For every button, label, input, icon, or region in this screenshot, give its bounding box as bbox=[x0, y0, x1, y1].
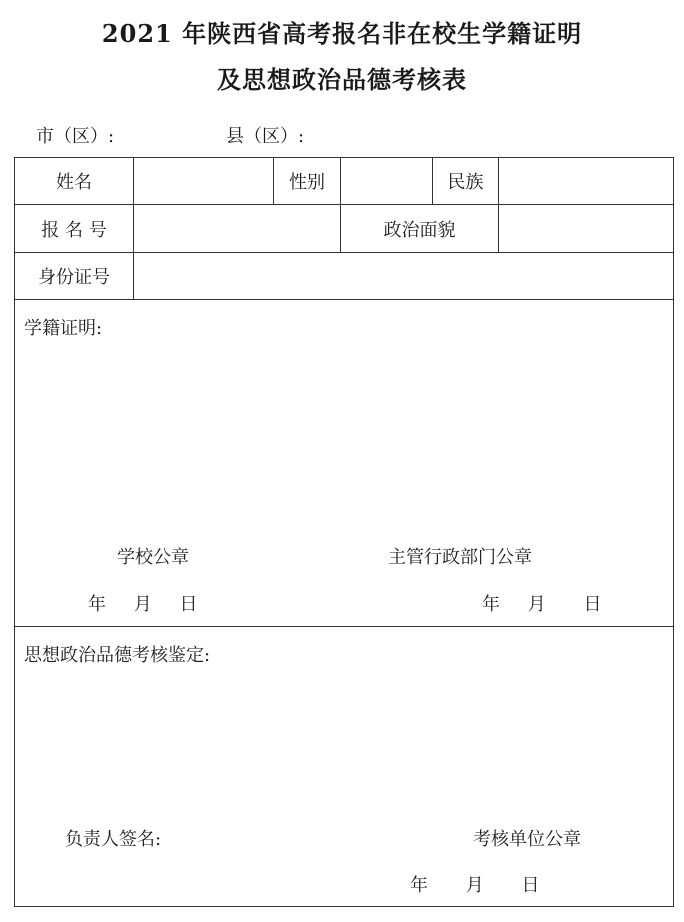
authority-seal-label: 主管行政部门公章 bbox=[388, 547, 532, 568]
date-month: 月 bbox=[527, 594, 546, 615]
assessment-unit-seal-label: 考核单位公章 bbox=[473, 829, 581, 850]
moral-assessment-label: 思想政治品德考核鉴定: bbox=[24, 645, 211, 666]
name-field[interactable] bbox=[134, 158, 273, 204]
political-status-label: 政治面貌 bbox=[383, 219, 456, 241]
id-number-field[interactable] bbox=[134, 253, 673, 299]
date-year: 年 bbox=[482, 594, 500, 615]
registration-number-field[interactable] bbox=[134, 205, 340, 252]
section-divider bbox=[15, 626, 673, 627]
form-table bbox=[14, 157, 674, 907]
date-month: 月 bbox=[133, 594, 152, 615]
id-number-label: 身份证号 bbox=[38, 267, 110, 288]
ethnicity-label: 民族 bbox=[447, 172, 484, 193]
authority-seal-date bbox=[482, 590, 601, 616]
city-district-label: 市（区）: bbox=[36, 126, 115, 147]
date-day: 日 bbox=[179, 594, 198, 615]
political-status-field[interactable] bbox=[499, 205, 673, 252]
date-month: 月 bbox=[465, 875, 484, 896]
gender-label: 性别 bbox=[289, 172, 325, 193]
form-title-line-2: 及思想政治品德考核表 bbox=[217, 65, 467, 94]
name-label: 姓名 bbox=[56, 172, 92, 193]
gender-field[interactable] bbox=[341, 158, 432, 204]
assessment-date bbox=[410, 871, 539, 897]
date-day: 日 bbox=[521, 875, 540, 896]
school-seal-label: 学校公章 bbox=[117, 547, 189, 568]
student-status-label: 学籍证明: bbox=[24, 318, 103, 339]
ethnicity-field[interactable] bbox=[499, 158, 673, 204]
date-year: 年 bbox=[410, 875, 428, 896]
date-year: 年 bbox=[88, 594, 106, 615]
school-seal-date bbox=[88, 590, 197, 616]
signer-label: 负责人签名: bbox=[65, 829, 162, 850]
row-divider bbox=[15, 299, 673, 300]
county-district-label: 县（区）: bbox=[226, 126, 305, 147]
form-title-line-1: 2021 年陕西省高考报名非在校生学籍证明 bbox=[101, 19, 583, 48]
registration-number-label: 报 名 号 bbox=[41, 219, 107, 241]
date-day: 日 bbox=[583, 594, 602, 615]
